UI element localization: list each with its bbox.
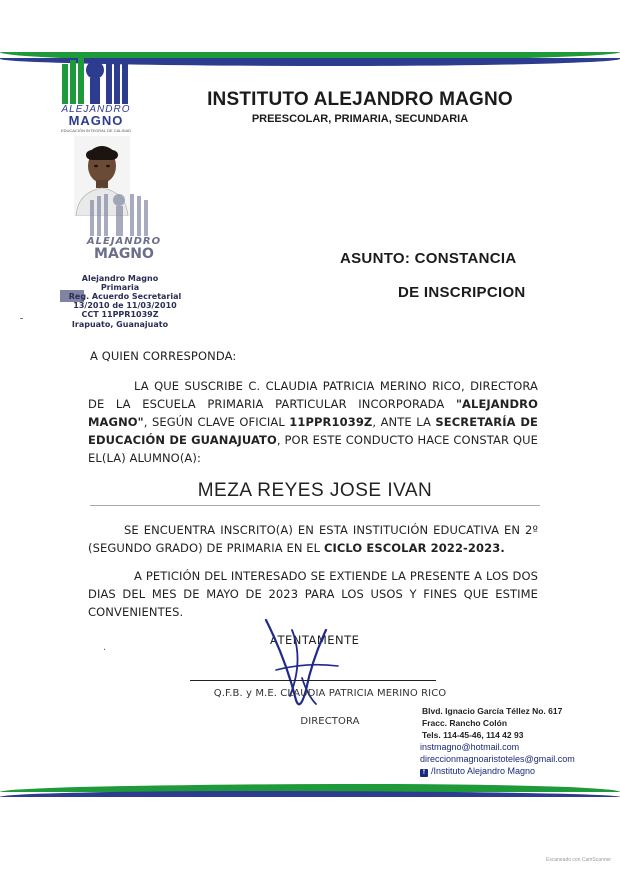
scan-mark-dot: · bbox=[103, 645, 107, 656]
stamp-line: Primaria bbox=[100, 283, 140, 292]
scanner-watermark: Escaneado con CamScanner bbox=[546, 857, 612, 863]
stamp-line: 13/2010 de 11/03/2010 bbox=[73, 301, 177, 310]
institution-levels: PREESCOLAR, PRIMARIA, SECUNDARIA bbox=[251, 113, 469, 125]
facebook-handle: /Instituto Alejandro Magno bbox=[431, 766, 536, 776]
contact-facebook bbox=[420, 766, 535, 777]
p2-text: SE ENCUENTRA INSCRITO(A) EN ESTA INSTITUCIÓN EDUCATIVA EN 2º (SEGUNDO GRADO) DE PRIMARIA EN EL bbox=[88, 523, 538, 555]
official-key-bold: 11PPR1039Z bbox=[289, 415, 373, 429]
p1-text: , ANTE LA bbox=[372, 415, 436, 429]
stamp-brand-alejandro: ALEJANDRO bbox=[86, 236, 162, 247]
p1-text: LA QUE SUSCRIBE C. CLAUDIA PATRICIA MERINO RICO, DIRECTORA DE LA ESCUELA PRIMARIA PARTICULAR INCORPORADA bbox=[88, 379, 538, 411]
paragraph-1 bbox=[88, 377, 538, 467]
stamp-line: CCT 11PPR1039Z bbox=[81, 310, 159, 319]
closing: ATENTAMENTE bbox=[270, 633, 360, 647]
handwritten-signature bbox=[246, 600, 366, 720]
subject-line-2: DE INSCRIPCION bbox=[398, 284, 526, 301]
signer-role: DIRECTORA bbox=[300, 716, 360, 727]
stamp-line: Alejandro Magno bbox=[81, 274, 159, 283]
paragraph-2 bbox=[88, 521, 538, 557]
paragraph-3: A PETICIÓN DEL INTERESADO SE EXTIENDE LA PRESENTE A LOS DOS DIAS DEL MES DE MAYO DE 2023 PARA LOS USOS Y FINES QUE ESTIME CONVENIENTES. bbox=[88, 569, 538, 619]
contact-email-1: instmagno@hotmail.com bbox=[420, 742, 520, 752]
p1-text: , SEGÚN CLAVE OFICIAL bbox=[143, 415, 290, 429]
school-cycle-bold: CICLO ESCOLAR 2022-2023. bbox=[323, 541, 505, 555]
stamp-line: Reg. Acuerdo Secretarial bbox=[68, 292, 182, 301]
subject-line-1: ASUNTO: CONSTANCIA bbox=[340, 250, 517, 267]
logo-tagline: EDUCACIÓN INTEGRAL DE CALIDAD bbox=[60, 128, 132, 133]
stamp-brand-magno: MAGNO bbox=[94, 246, 154, 262]
logo-text-magno: MAGNO bbox=[68, 113, 124, 128]
student-underline bbox=[90, 505, 540, 506]
school-name-bold: "ALEJANDRO MAGNO" bbox=[88, 397, 538, 429]
student-name: MEZA REYES JOSE IVAN bbox=[197, 480, 433, 501]
salutation: A QUIEN CORRESPONDA: bbox=[90, 349, 237, 363]
contact-email-2: direccionmagnoaristoteles@gmail.com bbox=[420, 754, 575, 764]
signer-name: Q.F.B. y M.E. CLAUDIA PATRICIA MERINO RICO bbox=[213, 688, 447, 699]
logo-text-alejandro: ALEJANDRO bbox=[61, 104, 131, 115]
stamp-line: Irapuato, Guanajuato bbox=[71, 320, 169, 329]
scan-mark-dot bbox=[20, 318, 23, 319]
contact-colony: Fracc. Rancho Colón bbox=[422, 718, 508, 728]
contact-address: Blvd. Ignacio García Téllez No. 617 bbox=[422, 706, 563, 716]
contact-phone: Tels. 114-45-46, 114 42 93 bbox=[422, 730, 524, 740]
p1-text: , POR ESTE CONDUCTO HACE CONSTAR QUE EL(LA) ALUMNO(A): bbox=[88, 433, 538, 465]
secretariat-bold: SECRETARÍA DE EDUCACIÓN DE GUANAJUATO bbox=[88, 415, 538, 447]
institution-name: INSTITUTO ALEJANDRO MAGNO bbox=[207, 89, 513, 110]
signature-line bbox=[190, 680, 436, 681]
facebook-icon: f bbox=[420, 769, 428, 777]
